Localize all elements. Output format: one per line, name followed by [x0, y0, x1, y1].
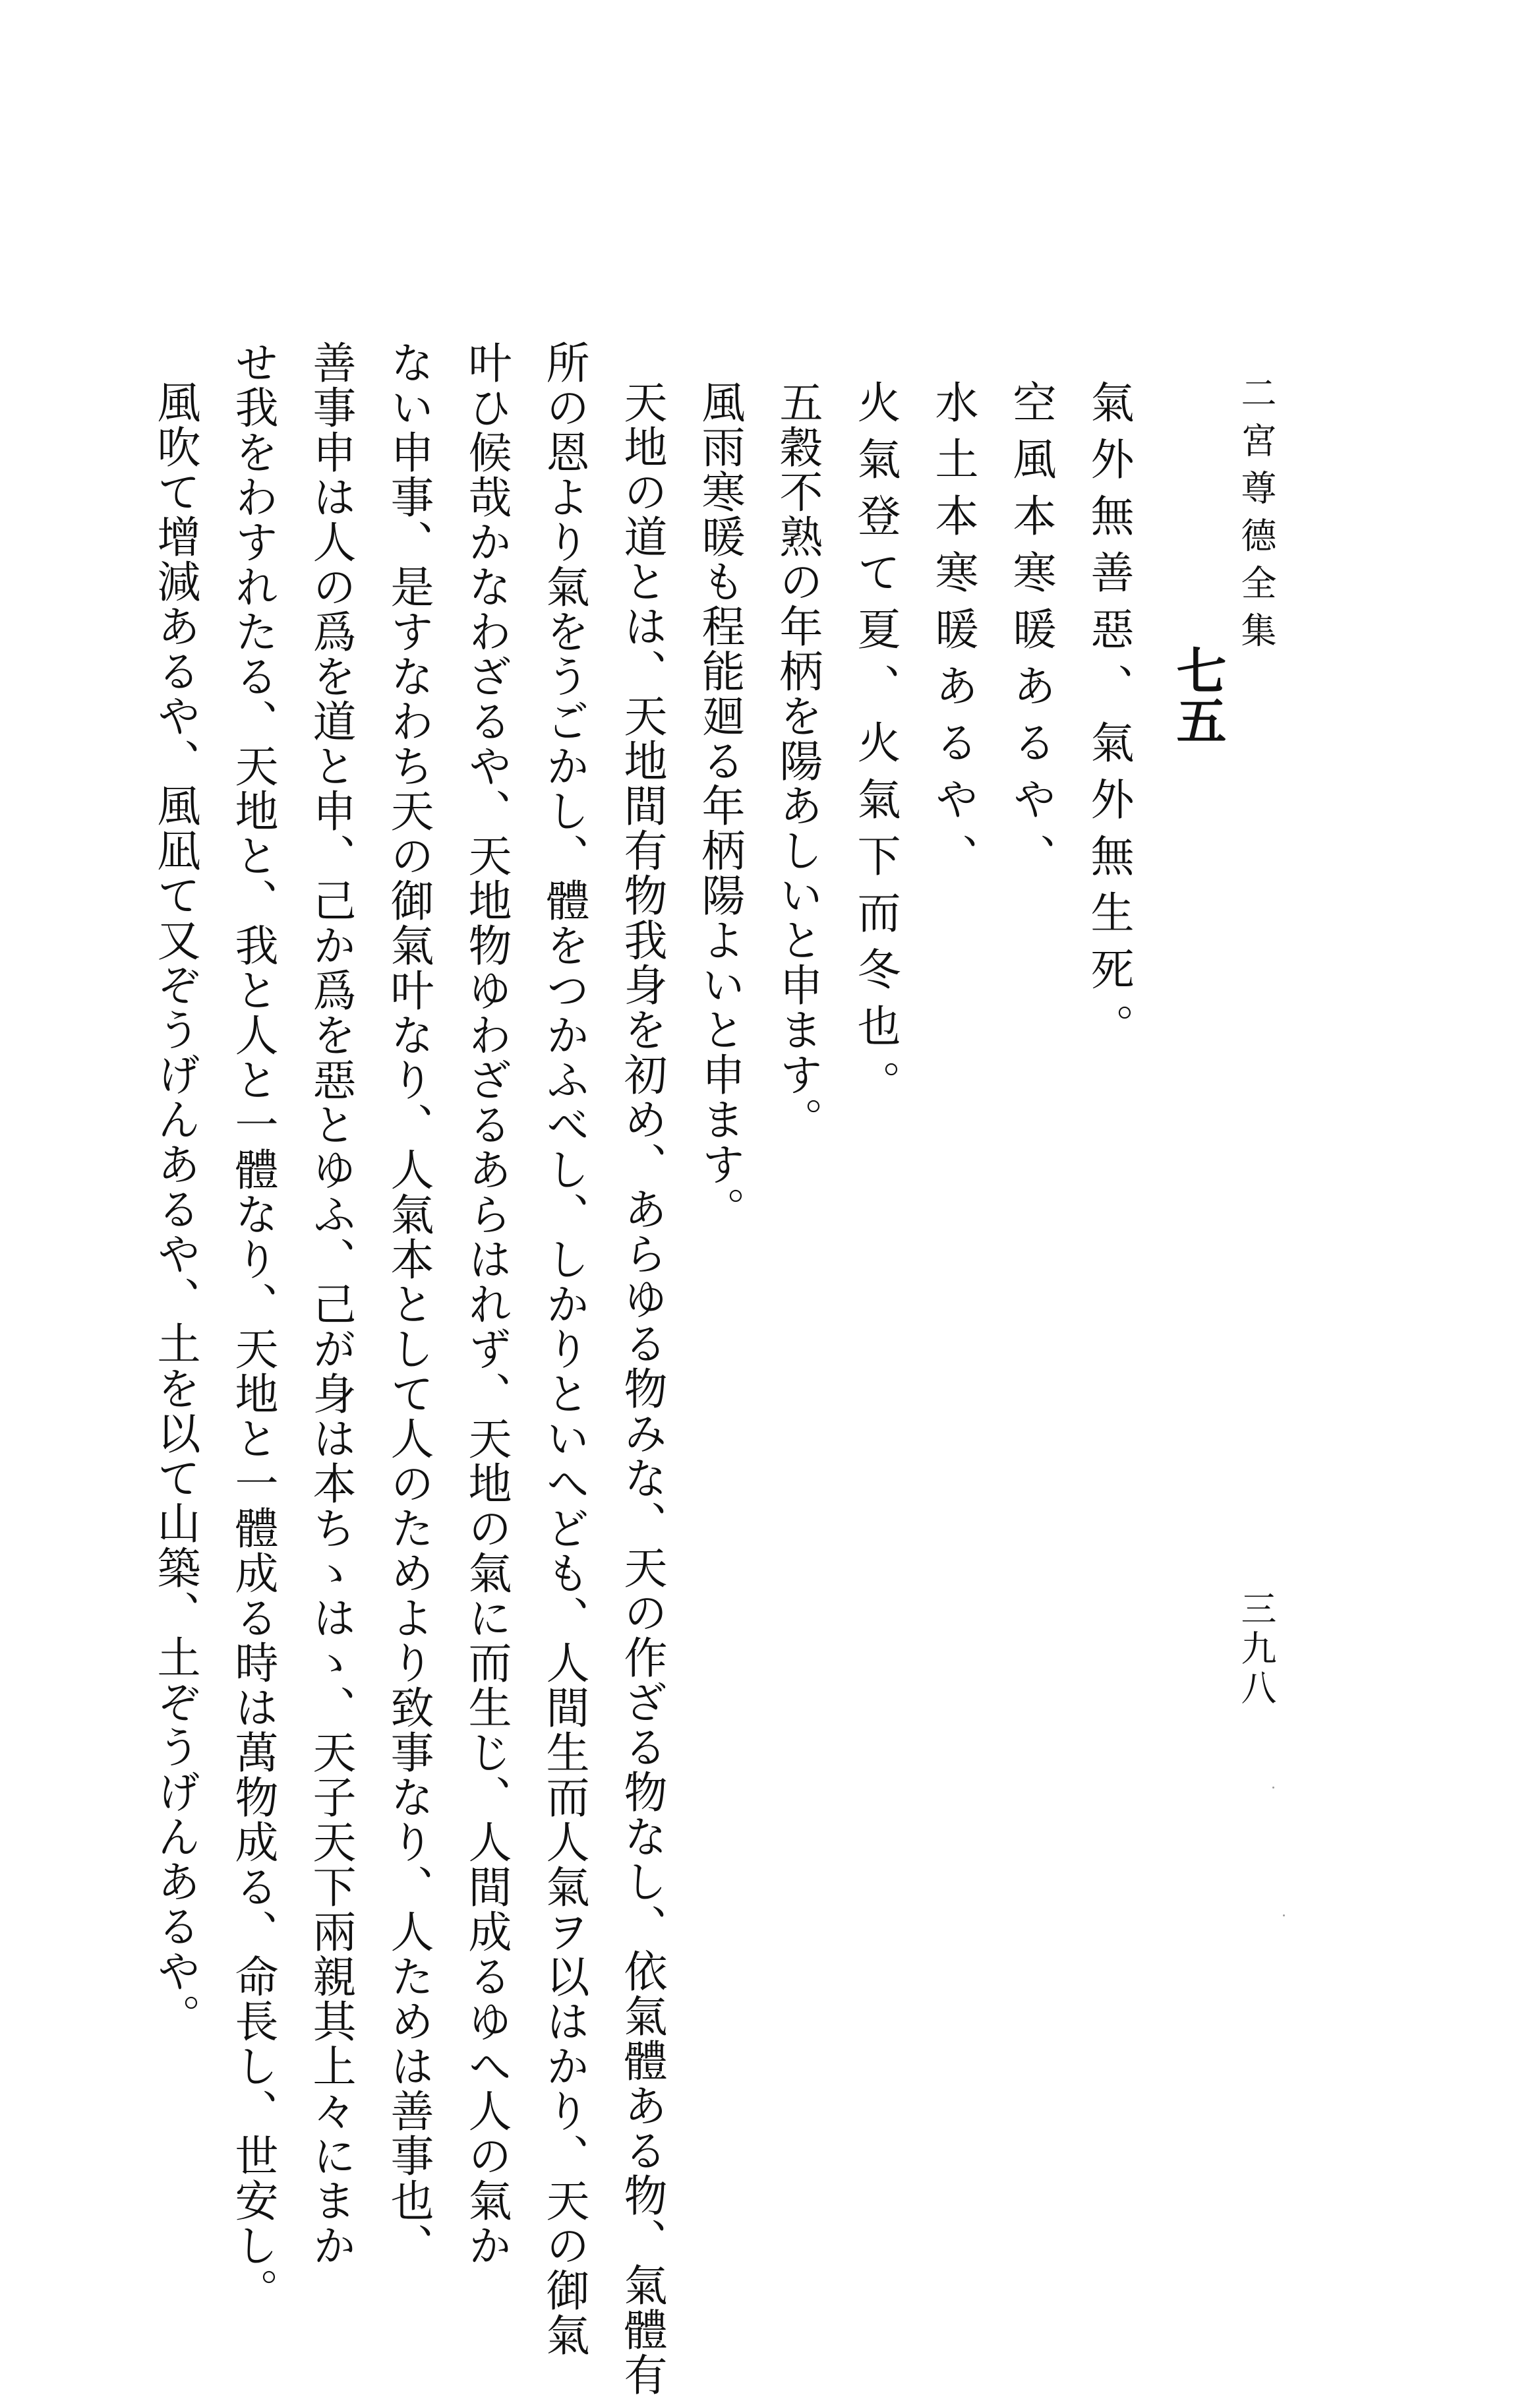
page-number: 三九八	[1235, 1590, 1277, 1709]
paragraph-line: 所の恩より氣をうごかし、體をつかふべし、しかりといへども、人間生而人氣ヲ以はかり、天の御氣	[539, 340, 589, 2357]
paragraph-line: 五穀不熟の年柄を陽あしいと申ます。	[772, 380, 823, 1142]
paragraph-line: 叶ひ候哉かなわざるや、天地物ゆわざるあらはれず、天地の氣に而生じ、人間成るゆへ人の氣か	[461, 340, 512, 2268]
running-header-title: 二宮尊德全集	[1235, 374, 1277, 659]
paragraph-line: せ我をわすれたる、天地と、我と人と一體なり、天地と一體成る時は萬物成る、命長し、世安し。	[227, 340, 278, 2313]
verse-line: 水土本寒暖あるや、	[928, 380, 978, 890]
scan-speck	[1283, 1914, 1285, 1916]
paragraph-line: 風吹て增減あるや、風凪て又ぞうげんあるや、土を以て山築、土ぞうげんあるや。	[150, 380, 200, 2038]
verse-line: 空風本寒暖あるや、	[1005, 380, 1056, 890]
scan-speck	[1272, 1787, 1274, 1789]
paragraph-line: 風雨寒暖も程能廻る年柄陽よいと申ます。	[694, 380, 745, 1231]
paragraph-line: 天地の道とは、天地間有物我身を初め、あらゆる物みな、天の作ざる物なし、依氣體ある物、氣體有	[616, 380, 667, 2397]
section-number: 七五	[1168, 645, 1227, 745]
verse-line: 氣外無善惡、氣外無生死。	[1083, 380, 1134, 1060]
paragraph-line: ない申事、是すなわち天の御氣叶なり、人氣本として人のためより致事なり、人ためは善事也、	[383, 340, 434, 2268]
paragraph-line: 善事申は人の爲を道と申、己か爲を惡とゆふ、己が身は本ちゝはゝ、天子天下兩親其上々にまか	[305, 340, 356, 2268]
verse-line: 火氣登て夏、火氣下而冬也。	[850, 380, 901, 1117]
